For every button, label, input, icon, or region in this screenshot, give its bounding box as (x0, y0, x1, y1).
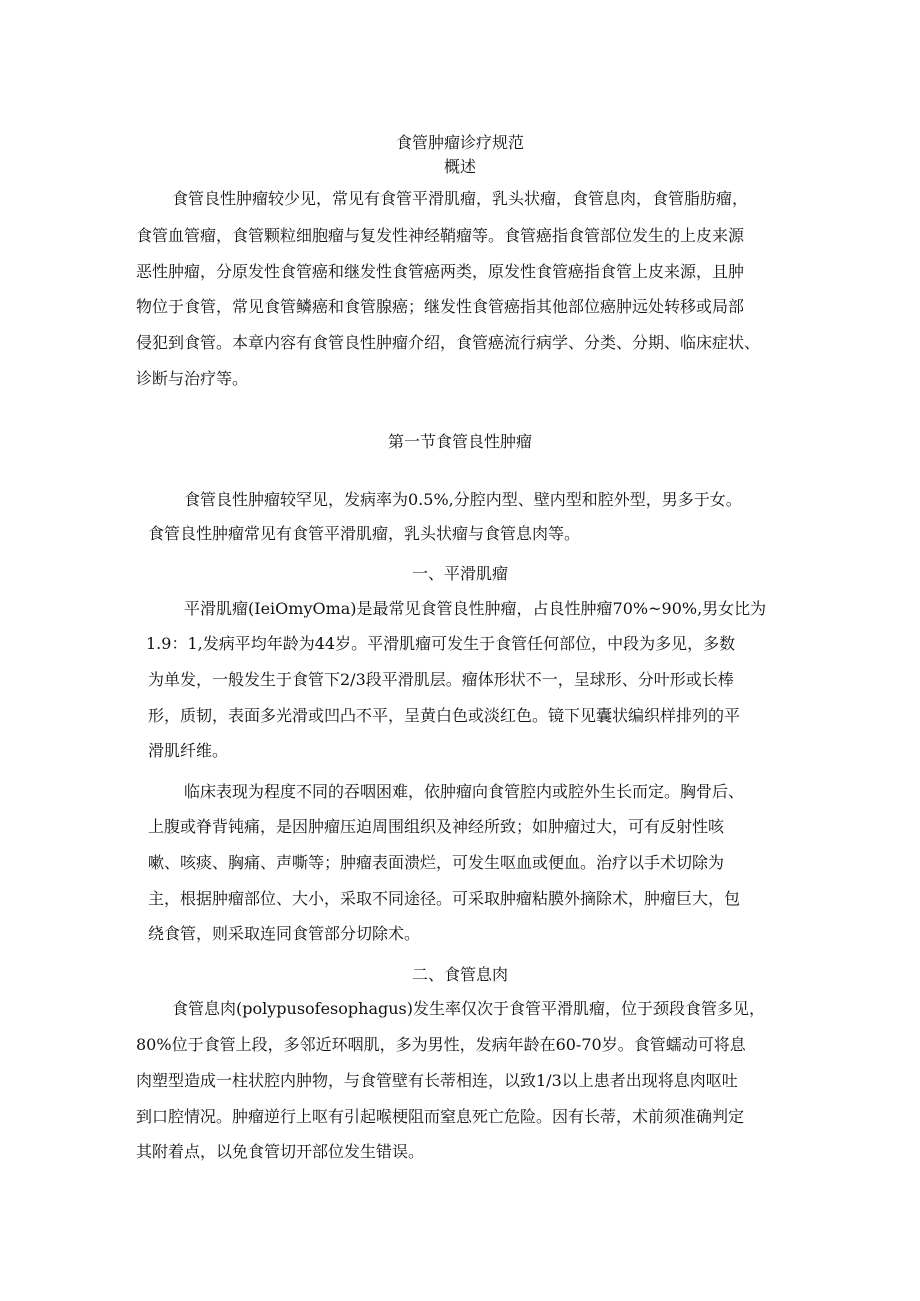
paragraph-line: 食管息肉(polypusofesophagus)发生率仅次于食管平滑肌瘤，位于颈段食管多见， (172, 999, 765, 1018)
paragraph-line: 平滑肌瘤(IeiOmyOma)是最常见食管良性肿瘤，占良性肿瘤70%~90%,男女比为 (184, 599, 767, 618)
paragraph-line: 食管血管瘤，食管颗粒细胞瘤与复发性神经鞘瘤等。食管癌指食管部位发生的上皮来源 (136, 226, 745, 245)
paragraph-line: 其附着点，以免食管切开部位发生错误。 (136, 1142, 425, 1161)
section-heading: 第一节食管良性肿瘤 (387, 432, 532, 451)
paragraph-line: 食管良性肿瘤常见有食管平滑肌瘤，乳头状瘤与食管息肉等。 (148, 524, 581, 543)
paragraph-line: 1.9：1,发病平均年龄为44岁。平滑肌瘤可发生于食管任何部位，中段为多见，多数 (146, 634, 736, 653)
paragraph-line: 绕食管，则采取连同食管部分切除术。 (148, 924, 421, 943)
paragraph-line: 物位于食管，常见食管鳞癌和食管腺癌；继发性食管癌指其他部位癌肿远处转移或局部 (136, 297, 745, 316)
paragraph-line: 为单发，一般发生于食管下2/3段平滑肌层。瘤体形状不一，呈球形、分叶形或长棒 (148, 670, 734, 689)
paragraph-line: 80%位于食管上段，多邻近环咽肌，多为男性，发病年龄在60-70岁。食管蠕动可将息 (136, 1035, 746, 1054)
paragraph-line: 恶性肿瘤，分原发性食管癌和继发性食管癌两类，原发性食管癌指食管上皮来源，且肿 (136, 262, 745, 281)
paragraph-line: 诊断与治疗等。 (136, 369, 249, 388)
subsection-heading: 一、平滑肌瘤 (411, 564, 508, 583)
paragraph-line: 主，根据肿瘤部位、大小，采取不同途径。可采取肿瘤粘膜外摘除术，肿瘤巨大，包 (148, 889, 741, 908)
document-title: 食管肿瘤诊疗规范 (395, 133, 524, 152)
paragraph-line: 食管良性肿瘤较罕见，发病率为0.5%,分腔内型、壁内型和腔外型，男多于女。 (184, 490, 742, 509)
paragraph-line: 滑肌纤维。 (148, 741, 229, 760)
paragraph-line: 肉塑型造成一柱状腔内肿物，与食管壁有长蒂相连，以致1/3以上患者出现将息肉呕吐 (136, 1071, 738, 1090)
paragraph-line: 上腹或脊背钝痛，是因肿瘤压迫周围组织及神经所致；如肿瘤过大，可有反射性咳 (148, 817, 725, 836)
overview-heading: 概述 (443, 157, 476, 176)
paragraph-line: 形，质韧，表面多光滑或凹凸不平，呈黄白色或淡红色。镜下见囊状编织样排列的平 (148, 706, 741, 725)
paragraph-line: 到口腔情况。肿瘤逆行上呕有引起喉梗阻而窒息死亡危险。因有长蒂，术前须准确判定 (136, 1107, 745, 1126)
paragraph-line: 临床表现为程度不同的吞咽困难，依肿瘤向食管腔内或腔外生长而定。胸骨后、 (184, 782, 745, 801)
subsection-heading: 二、食管息肉 (411, 965, 508, 984)
paragraph-line: 食管良性肿瘤较少见，常见有食管平滑肌瘤，乳头状瘤，食管息肉，食管脂肪瘤， (172, 189, 749, 208)
paragraph-line: 侵犯到食管。本章内容有食管良性肿瘤介绍，食管癌流行病学、分类、分期、临床症状、 (136, 333, 761, 352)
paragraph-line: 嗽、咳痰、胸痛、声嘶等；肿瘤表面溃烂，可发生呕血或便血。治疗以手术切除为 (148, 853, 725, 872)
